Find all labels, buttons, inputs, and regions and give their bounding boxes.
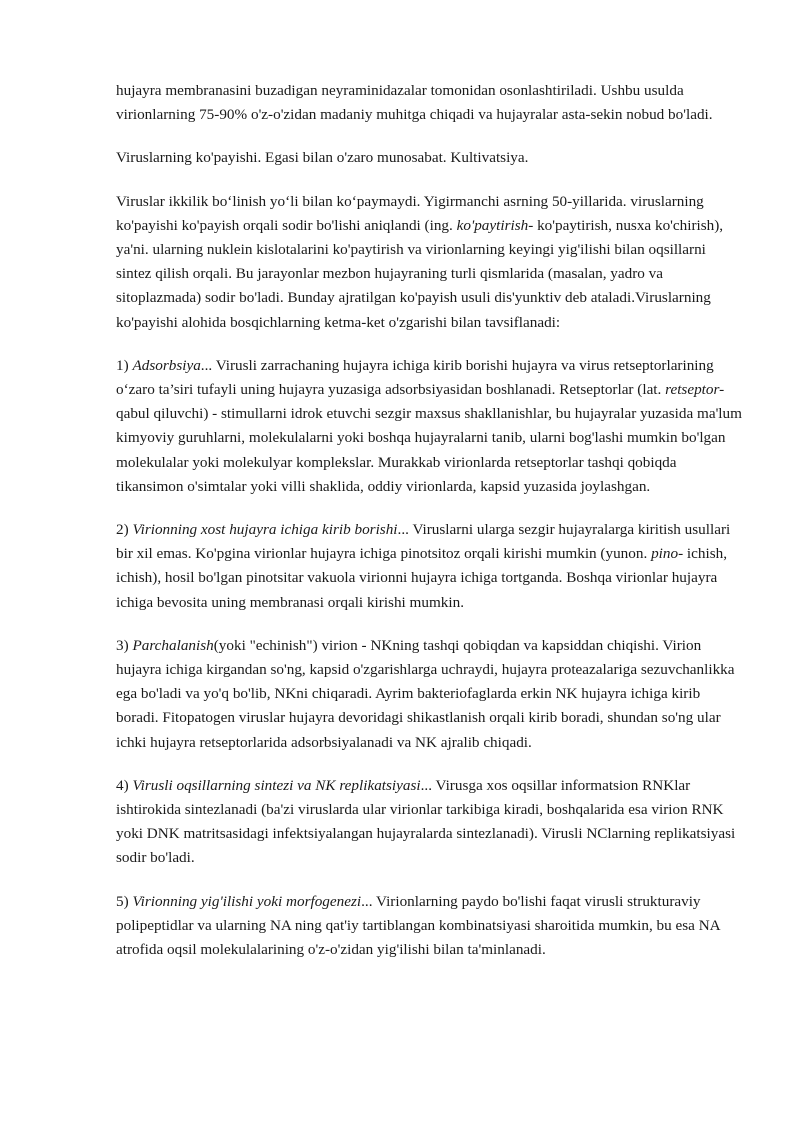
- stage-dots: ...: [361, 892, 373, 910]
- stage-1-adsorption: [116, 354, 744, 499]
- stage-text: Virusga xos oqsillar informatsion RNKlar ishtirokida sintezlanadi (ba'zi viruslarda ular virionlar tarkibiga kiradi, boshqalarida esa virion RNK yoki DNK matritsasidagi infektsiyalangan hujayralarda sintezlanadi). Virusli NClarning replikatsiyasi sodir bo'ladi.: [116, 776, 736, 867]
- stage-text: ichish, ichish), hosil bo'lgan pinotsitar vakuola virionni hujayra ichiga tortganda. Boshqa virionlar hujayra ichiga bevosita uning membranasi orqali kirishi mumkin.: [116, 545, 727, 611]
- paragraph-text: ko'paytirish, nusxa ko'chirish), ya'ni. ularning nuklein kislotalarini ko'paytirish va virionlarning keyingi yig'ilishi bilan oqsillarni sintez qilish orqali. Bu jarayonlar mezbon hujayraning turli qismlarida (masalan, yadro va sitoplazmada) sodir bo'ladi. Bunday ajratilgan ko'payish usuli dis'yunktiv deb ataladi.Viruslarning ko'payishi alohida bosqichlarning ketma-ket o'zgarishi bilan tavsiflanadi:: [116, 216, 724, 331]
- stage-term: Virionning xost hujayra ichiga kirib borishi: [132, 521, 398, 539]
- stage-text: Virionlarning paydo bo'lishi faqat virusli strukturaviy polipeptidlar va ularning NA ning qat'iy tartiblangan kombinatsiyasi sharoitida mumkin, bu esa NA atrofida oqsil molekulalarining o'z-o'zidan yig'ilishi bilan ta'minlanadi.: [116, 892, 720, 959]
- stage-number: 1): [116, 356, 133, 374]
- stage-term: Virusli oqsillarning sintezi va NK replikatsiyasi: [132, 776, 421, 794]
- stage-text: Virusli zarrachaning hujayra ichiga kirib borishi hujayra va virus retseptorlarining o‘zaro ta’siri tufayli uning hujayra yuzasiga adsorbsiyasidan boshlanadi. Retseptorlar (lat.: [116, 356, 714, 399]
- italic-term: retseptor-: [665, 381, 725, 399]
- stage-text: (yoki "echinish") virion - NKning tashqi qobiqdan va kapsiddan chiqishi. Virion hujayra ichiga kirgandan so'ng, kapsid o'zgarishlarga uchraydi, hujayra proteazalariga sezuvchanlikka ega bo'ladi va yo'q bo'lib, NKni chiqaradi. Ayrim bakteriofaglarda erkin NK hujayra ichiga kirib boradi. Fitopatogen viruslar hujayra devoridagi shikastlanish orqali kirib boradi, shundan so'ng ular ichki hujayra retseptorlarida adsorbsiyalanadi va NK ajralib chiqadi.: [116, 636, 735, 751]
- stage-term: Virionning yig'ilishi yoki morfogenezi: [132, 892, 362, 910]
- stage-4-synthesis: [116, 774, 744, 871]
- stage-5-assembly: [116, 890, 744, 963]
- italic-term: pino-: [651, 545, 684, 563]
- stage-number: 5): [116, 892, 133, 910]
- stage-number: 2): [116, 521, 133, 539]
- italic-term: ko'paytirish-: [456, 216, 534, 234]
- section-heading: Viruslarning ko'payishi. Egasi bilan o'zaro munosabat. Kultivatsiya.: [116, 149, 529, 167]
- stage-number: 4): [116, 776, 133, 794]
- document-page: [116, 79, 744, 981]
- stage-number: 3): [116, 636, 133, 654]
- stage-2-penetration: [116, 518, 744, 615]
- paragraph-text: Viruslar ikkilik bo‘linish yo‘li bilan ko‘paymaydi. Yigirmanchi asrning 50-yillarida. viruslarning ko'payishi ko'payish orqali sodir bo'lishi aniqlandi (ing.: [116, 192, 704, 234]
- stage-text: qabul qiluvchi) - stimullarni idrok etuvchi sezgir maxsus shakllanishlar, bu hujayralar yuzasida ma'lum kimyoviy guruhlarni, molekulalarni yoki boshqa hujayralarni tanib, ularni bog'lashi mumkin bo'lgan molekulalar yoki molekulyar komplekslar. Murakkab virionlarda retseptorlar tashqi qobiqda tikansimon o'simtalar yoki villi shaklida, oddiy virionlarda, kapsid yuzasida joylashgan.: [116, 405, 742, 495]
- stage-3-uncoating: [116, 634, 744, 755]
- stage-dots: ...: [200, 356, 213, 374]
- stage-text: Viruslarni ularga sezgir hujayralarga kiritish usullari bir xil emas. Ko'pgina virionlar hujayra ichiga pinotsitoz orqali kirishi mumkin (yunon.: [116, 521, 731, 563]
- paragraph-reproduction: [116, 190, 744, 335]
- paragraph-intro: hujayra membranasini buzadigan neyraminidazalar tomonidan osonlashtiriladi. Ushbu usulda virionlarning 75-90% o'z-o'zidan madaniy muhitga chiqadi va hujayralar asta-sekin nobud bo'ladi.: [116, 82, 713, 124]
- stage-term: Adsorbsiya: [132, 356, 201, 374]
- stage-dots: ...: [420, 776, 432, 794]
- stage-term: Parchalanish: [132, 636, 214, 654]
- stage-dots: ...: [397, 521, 409, 539]
